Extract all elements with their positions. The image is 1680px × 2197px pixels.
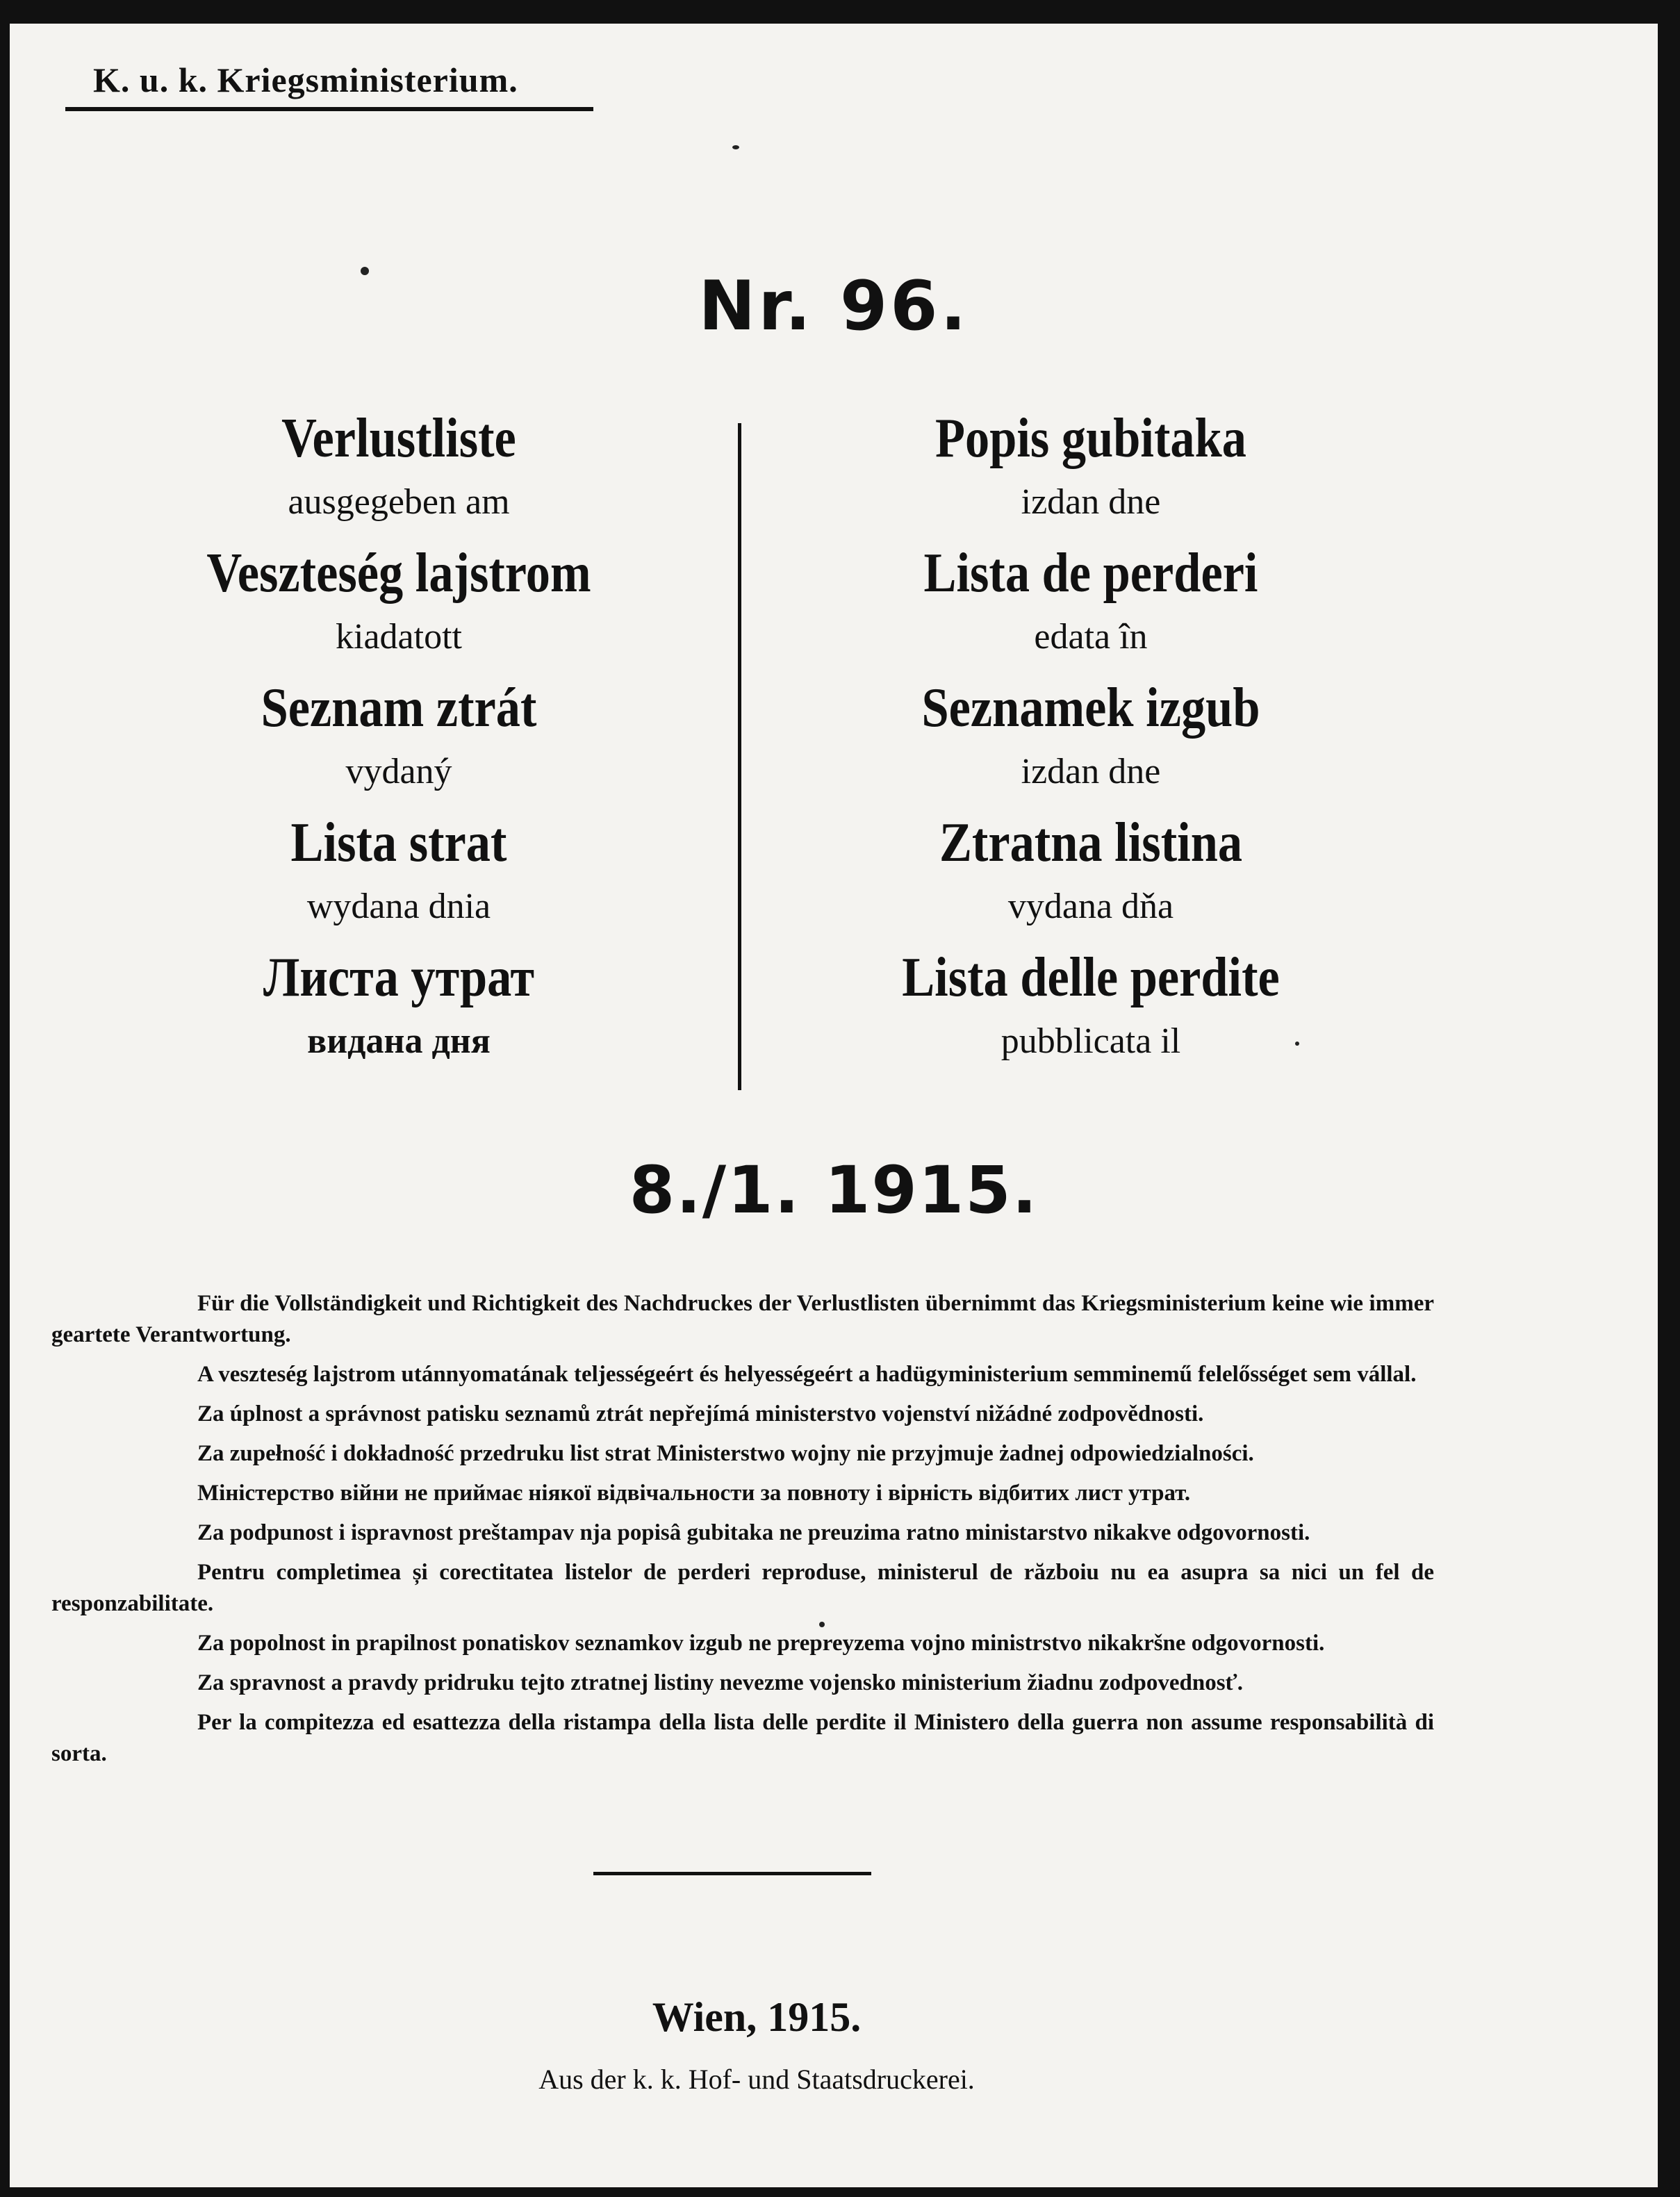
footer-rule — [593, 1872, 871, 1875]
disclaimer-croatian: Za podpunost i ispravnost preštampav nja popisâ gubitaka ne preuzima ratno ministarstvo nikakve odgovornosti. — [197, 1520, 1310, 1545]
title-block-czech — [51, 672, 746, 807]
title-block-slovak — [743, 807, 1438, 941]
title-hungarian: Veszteség lajstrom — [206, 543, 591, 604]
speck-mark — [1295, 1042, 1299, 1046]
imprint-printer: Aus der k. k. Hof- und Staatsdruckerei. — [538, 2064, 975, 2095]
title-czech: Seznam ztrát — [261, 677, 537, 739]
title-block-croatian — [743, 402, 1438, 537]
document-page — [10, 24, 1658, 2187]
title-block-italian — [743, 941, 1438, 1076]
disclaimer-ukrainian: Міністерство війни не приймає ніякої відвічальности за повноту і вірність відбитих лист утрат. — [197, 1481, 1191, 1506]
title-block-hungarian — [51, 537, 746, 672]
title-polish: Lista strat — [290, 812, 507, 873]
subtitle-slovak: vydana dňa — [1007, 887, 1174, 926]
title-italian: Lista delle perdite — [902, 947, 1280, 1008]
issue-date: 8./1. 1915. — [629, 1153, 1039, 1228]
imprint-city: Wien, 1915. — [652, 1994, 862, 2040]
speck-mark — [732, 145, 739, 149]
title-ukrainian: Листа утрат — [263, 947, 535, 1008]
subtitle-ukrainian: видана дня — [307, 1021, 491, 1061]
disclaimer-german: Für die Vollständigkeit und Richtigkeit des Nachdruckes der Verlustlisten übernimmt das Kriegsministerium keine wie immer geartete Verantwortung. — [51, 1291, 1434, 1347]
subtitle-slovenian: izdan dne — [1021, 752, 1161, 791]
disclaimer-czech: Za úplnost a správnost patisku seznamů ztrát nepřejímá ministerstvo vojenství nižádné zodpovědnosti. — [197, 1401, 1204, 1426]
title-block-polish — [51, 807, 746, 941]
subtitle-polish: wydana dnia — [306, 887, 491, 926]
title-romanian: Lista de perderi — [923, 543, 1258, 604]
title-block-german — [51, 402, 746, 537]
disclaimer-hungarian: A veszteség lajstrom utánnyomatának teljességeért és helyességeért a hadügyministerium semminemű felelősséget sem vállal. — [197, 1362, 1417, 1387]
disclaimer-italian: Per la compitezza ed esattezza della ristampa della lista delle perdite il Ministero della guerra non assume responsabilità di sorta. — [51, 1710, 1434, 1766]
title-slovak: Ztratna listina — [939, 812, 1243, 873]
subtitle-italian: pubblicata il — [1000, 1021, 1181, 1061]
disclaimer-polish: Za zupełność i dokładność przedruku list strat Ministerstwo wojny nie przyjmuje żadnej odpowiedzialności. — [197, 1441, 1254, 1466]
ministry-header: K. u. k. Kriegsministerium. — [93, 60, 518, 99]
column-divider — [738, 423, 741, 1090]
issue-number: Nr. 96. — [698, 267, 969, 346]
title-slovenian: Seznamek izgub — [921, 677, 1260, 739]
subtitle-german: ausgegeben am — [288, 482, 510, 522]
title-german: Verlustliste — [281, 408, 516, 469]
subtitle-czech: vydaný — [345, 752, 452, 791]
disclaimer-section — [51, 1288, 1434, 1778]
speck-mark — [361, 267, 369, 275]
disclaimer-slovenian: Za popolnost in prapilnost ponatiskov seznamkov izgub ne prepreyzema vojno ministrstvo nikakršne odgovornosti. — [197, 1631, 1325, 1656]
right-column — [743, 402, 1438, 1076]
subtitle-croatian: izdan dne — [1021, 482, 1161, 522]
title-block-ukrainian — [51, 941, 746, 1076]
left-column — [51, 402, 746, 1076]
speck-mark — [819, 1622, 825, 1627]
header-rule — [65, 107, 593, 111]
title-block-romanian — [743, 537, 1438, 672]
subtitle-romanian: edata în — [1034, 617, 1148, 657]
title-block-slovenian — [743, 672, 1438, 807]
disclaimer-romanian: Pentru completimea și corectitatea listelor de perderi reproduse, ministerul de războiu nu ea asupra sa nici un fel de responzabilitate. — [51, 1560, 1434, 1616]
disclaimer-slovak: Za spravnost a pravdy pridruku tejto ztratnej listiny nevezme vojensko ministerium žiadnu zodpovednosť. — [197, 1670, 1243, 1695]
title-croatian: Popis gubitaka — [935, 408, 1246, 469]
subtitle-hungarian: kiadatott — [336, 617, 462, 657]
